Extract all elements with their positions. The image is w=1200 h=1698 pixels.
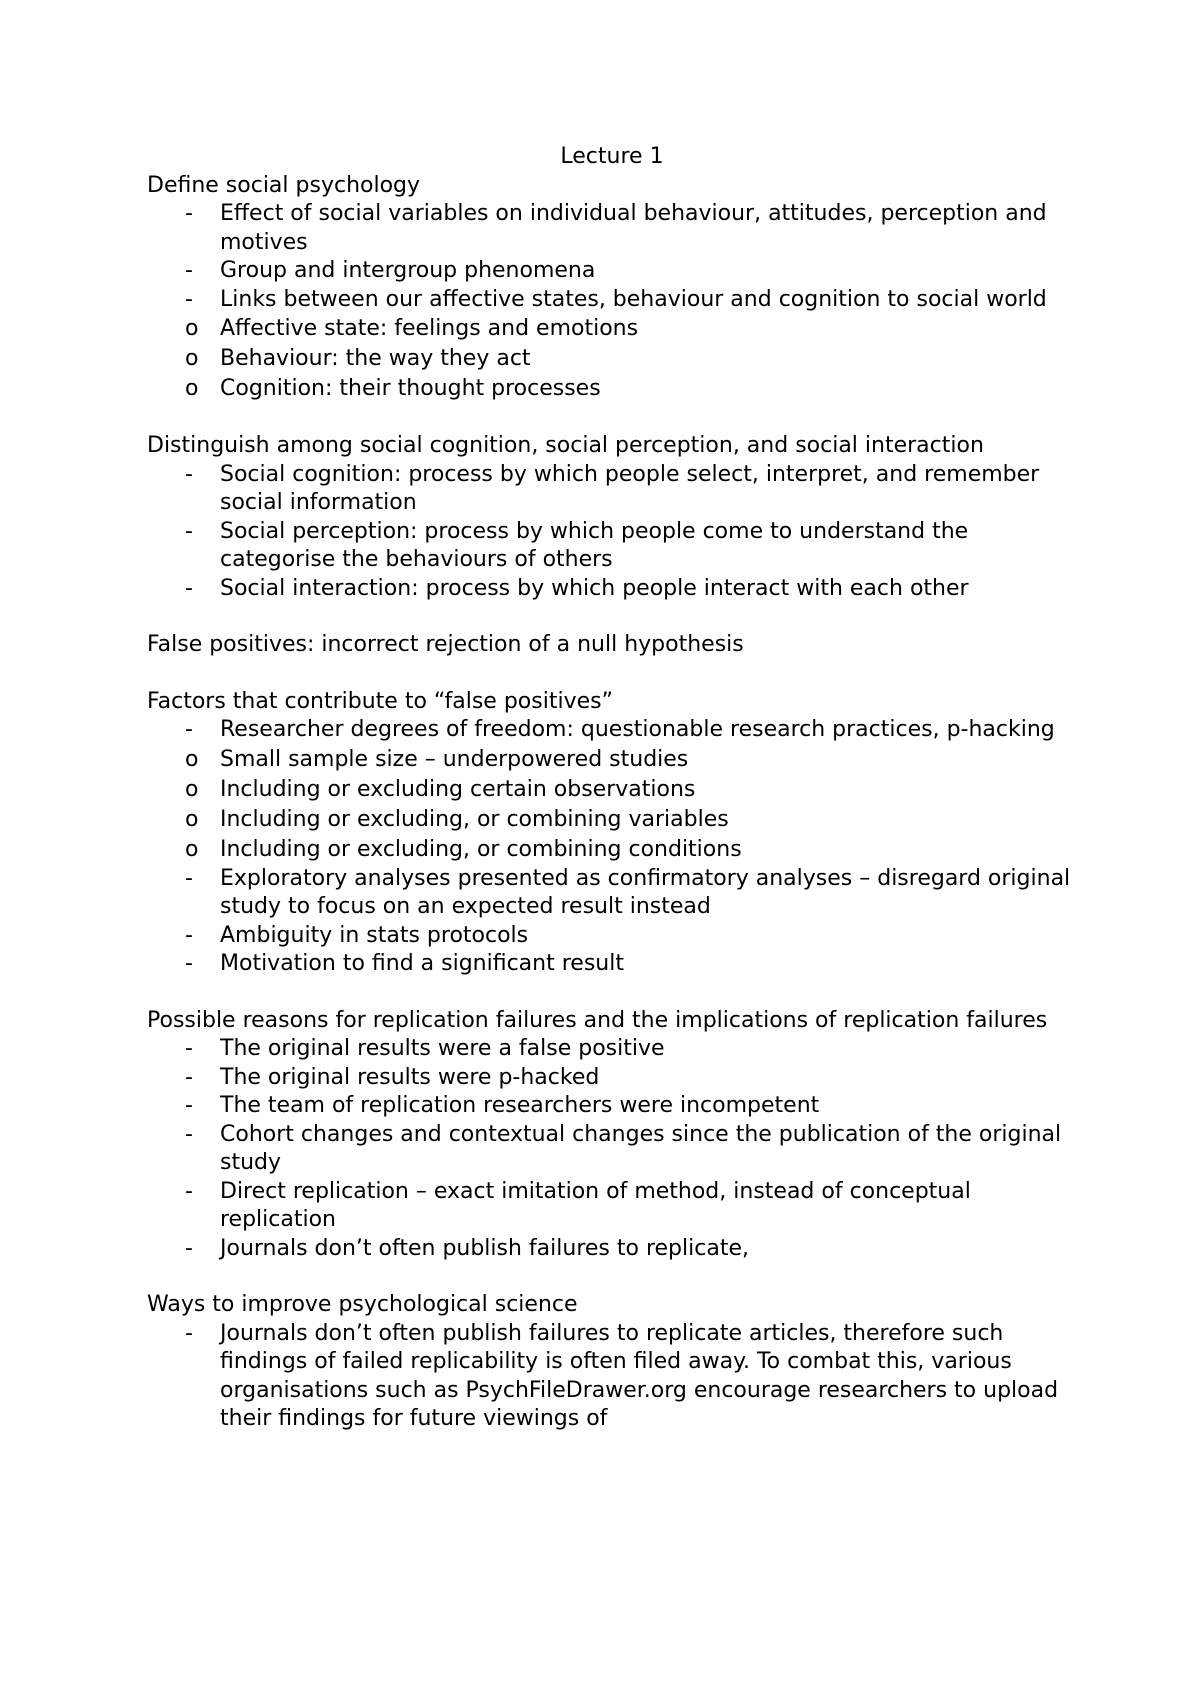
section-heading-define: Define social psychology <box>147 172 421 198</box>
list-item: - Social cognition: process by which people select, interpret, and remember social information <box>147 461 1077 518</box>
list-item: - Social interaction: process by which people interact with each other <box>147 575 1077 604</box>
sub-list-item: o Cognition: their thought processes <box>147 374 1077 404</box>
sub-list-item: o Including or excluding, or combining variables <box>147 805 1077 835</box>
list-item: - Motivation to find a significant result <box>147 950 1077 979</box>
sub-list-item: o Behaviour: the way they act <box>147 344 1077 374</box>
section-heading-improve: Ways to improve psychological science <box>147 1292 578 1317</box>
list-item: - Journals don’t often publish failures to replicate articles, therefore such findings of failed replicability is often filed away. To combat this, various organisations such as PsychFileDrawer.org encourage researchers to upload their findings for future viewings of <box>147 1320 1077 1434</box>
list-item: - Exploratory analyses presented as confirmatory analyses – disregard original study to focus on an expected result instead <box>147 865 1077 922</box>
bullet-list <box>147 716 1077 745</box>
list-item: - Journals don’t often publish failures to replicate, <box>147 1235 1077 1264</box>
list-item: - Effect of social variables on individual behaviour, attitudes, perception and motives <box>147 200 1077 257</box>
list-item: - Group and intergroup phenomena <box>147 257 1077 286</box>
paragraph-gap <box>147 603 1077 631</box>
sub-bullet-list <box>147 314 1077 404</box>
paragraph-gap <box>147 1263 1077 1291</box>
list-item: - The original results were a false positive <box>147 1035 1077 1064</box>
list-item-text: Links between our affective states, behaviour and cognition to social world <box>220 286 1047 312</box>
section-heading-replication: Possible reasons for replication failures and the implications of replication failures <box>147 1007 1048 1033</box>
page-title: Lecture 1 <box>560 144 664 169</box>
bullet-list <box>147 1320 1077 1434</box>
sub-list-item: o Including or excluding certain observations <box>147 775 1077 805</box>
section-heading-factors: Factors that contribute to “false positives” <box>147 688 613 714</box>
section-heading-false-positives: False positives: incorrect rejection of a null hypothesis <box>147 632 744 657</box>
paragraph-gap <box>147 404 1077 432</box>
list-item: - Direct replication – exact imitation of method, instead of conceptual replication <box>147 1178 1077 1235</box>
bullet-list <box>147 461 1077 604</box>
list-item: - Researcher degrees of freedom: questionable research practices, p-hacking <box>147 716 1077 745</box>
paragraph-gap <box>147 660 1077 688</box>
bullet-list <box>147 1035 1077 1263</box>
list-item: - The team of replication researchers were incompetent <box>147 1092 1077 1121</box>
sub-list-item: o Affective state: feelings and emotions <box>147 314 1077 344</box>
list-item: - Social perception: process by which people come to understand the categorise the behaviours of others <box>147 518 1077 575</box>
sub-bullet-list <box>147 745 1077 865</box>
list-item <box>147 286 1077 315</box>
paragraph-gap <box>147 979 1077 1007</box>
list-item: - Ambiguity in stats protocols <box>147 922 1077 951</box>
bullet-list <box>147 200 1077 314</box>
section-heading-distinguish: Distinguish among social cognition, social perception, and social interaction <box>147 433 984 458</box>
bullet-list <box>147 865 1077 979</box>
sub-list-item: o Small sample size – underpowered studies <box>147 745 1077 775</box>
list-item: - Cohort changes and contextual changes since the publication of the original study <box>147 1121 1077 1178</box>
sub-list-item: o Including or excluding, or combining conditions <box>147 835 1077 865</box>
document-body <box>147 143 1077 1434</box>
list-item: - The original results were p-hacked <box>147 1064 1077 1093</box>
